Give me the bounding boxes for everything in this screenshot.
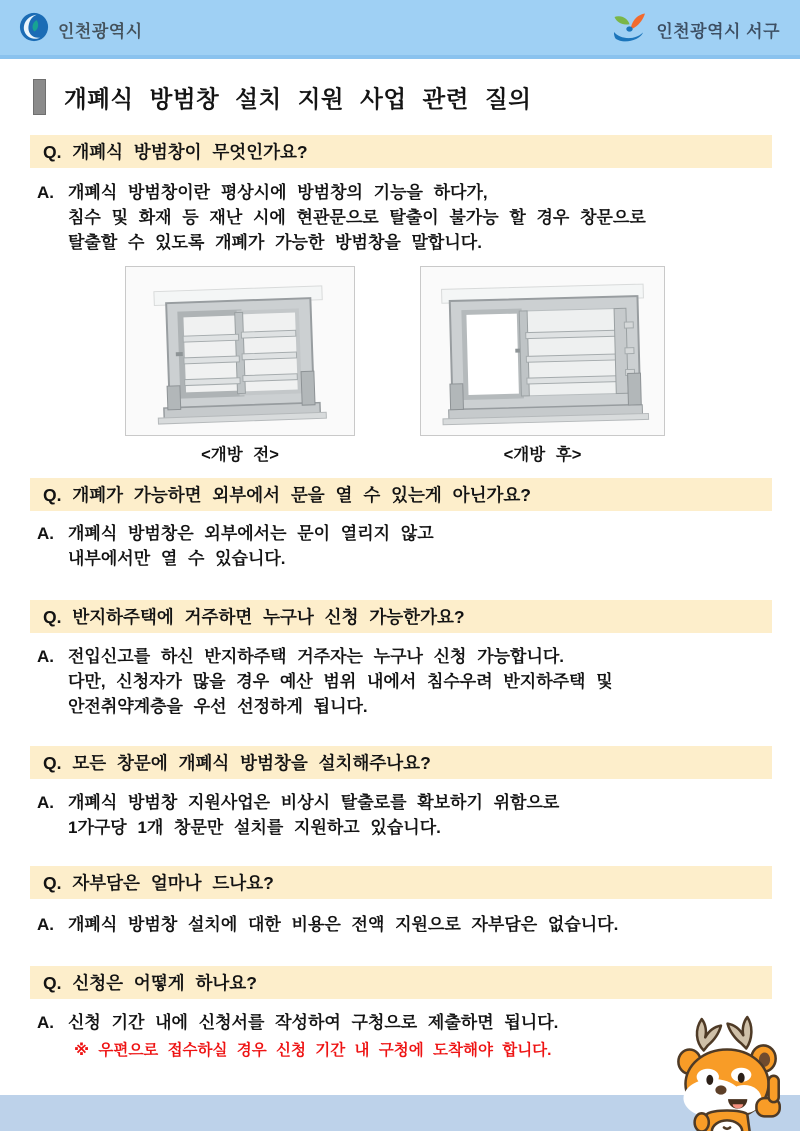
question-2-text: Q. 개폐가 가능하면 외부에서 문을 열 수 있는게 아닌가요?: [43, 485, 531, 505]
answer-3-prefix: A.: [37, 647, 54, 666]
answer-line: 다만, 신청자가 많을 경우 예산 범위 내에서 침수우려 반지하주택 및: [68, 672, 613, 691]
answer-3: [37, 644, 613, 719]
page-title: 개폐식 방범창 설치 지원 사업 관련 질의: [64, 86, 532, 112]
question-bar-1: [30, 135, 772, 168]
answer-6: [37, 1010, 558, 1035]
question-bar-3: [30, 600, 772, 633]
question-bar-2: [30, 478, 772, 511]
question-5-text: Q. 자부담은 얼마나 드나요?: [43, 873, 274, 893]
figure-caption-before: <개방 전>: [201, 446, 279, 464]
answer-line: 안전취약계층을 우선 선정하게 됩니다.: [68, 697, 368, 716]
question-bar-5: [30, 866, 772, 899]
answer-line: 내부에서만 열 수 있습니다.: [68, 549, 286, 568]
answer-2: [37, 521, 434, 571]
answer-line: 개폐식 방범창 설치에 대한 비용은 전액 지원으로 자부담은 없습니다.: [68, 915, 619, 934]
question-3-text: Q. 반지하주택에 거주하면 누구나 신청 가능한가요?: [43, 607, 465, 627]
answer-6-prefix: A.: [37, 1013, 54, 1032]
question-bar-6: [30, 966, 772, 999]
answer-line: 탈출할 수 있도록 개폐가 가능한 방범창을 말합니다.: [68, 233, 482, 252]
answer-4-prefix: A.: [37, 793, 54, 812]
answer-5-prefix: A.: [37, 915, 54, 934]
seogu-logo: [610, 11, 780, 48]
question-1-text: Q. 개폐식 방범창이 무엇인가요?: [43, 142, 308, 162]
answer-line: 침수 및 화재 등 재난 시에 현관문으로 탈출이 불가능 할 경우 창문으로: [68, 208, 646, 227]
answer-1: [37, 180, 646, 255]
incheon-city-logo: [18, 11, 143, 48]
incheon-city-logo-label: 인천광역시: [58, 22, 143, 41]
security-window-before-image: [125, 266, 355, 436]
question-4-text: Q. 모든 창문에 개폐식 방범창을 설치해주나요?: [43, 753, 431, 773]
question-bar-4: [30, 746, 772, 779]
postal-warning-note: ※ 우편으로 접수하실 경우 신청 기간 내 구청에 도착해야 합니다.: [74, 1042, 552, 1059]
seogu-logo-icon: [610, 11, 648, 48]
answer-line: 신청 기간 내에 신청서를 작성하여 구청으로 제출하면 됩니다.: [68, 1013, 559, 1032]
answer-line: 개폐식 방범창 지원사업은 비상시 탈출로를 확보하기 위함으로: [68, 793, 560, 812]
answer-2-prefix: A.: [37, 524, 54, 543]
answer-5: [37, 912, 618, 937]
answer-line: 전입신고를 하신 반지하주택 거주자는 누구나 신청 가능합니다.: [68, 647, 565, 666]
seogu-logo-label: 인천광역시 서구: [656, 22, 780, 41]
answer-4: [37, 790, 559, 840]
title-accent-bar: [33, 79, 46, 115]
answer-line: 개폐식 방범창이란 평상시에 방범창의 기능을 하다가,: [68, 183, 488, 202]
header-divider: [0, 55, 800, 59]
figure-caption-after: <개방 후>: [503, 446, 582, 464]
answer-line: 개폐식 방범창은 외부에서는 문이 열리지 않고: [68, 524, 434, 543]
answer-1-prefix: A.: [37, 183, 54, 202]
deer-mascot-icon: [648, 1013, 800, 1131]
security-window-after-image: [420, 266, 665, 436]
answer-line: 1가구당 1개 창문만 설치를 지원하고 있습니다.: [68, 818, 441, 837]
incheon-city-logo-icon: [18, 11, 50, 48]
question-6-text: Q. 신청은 어떻게 하나요?: [43, 973, 257, 993]
